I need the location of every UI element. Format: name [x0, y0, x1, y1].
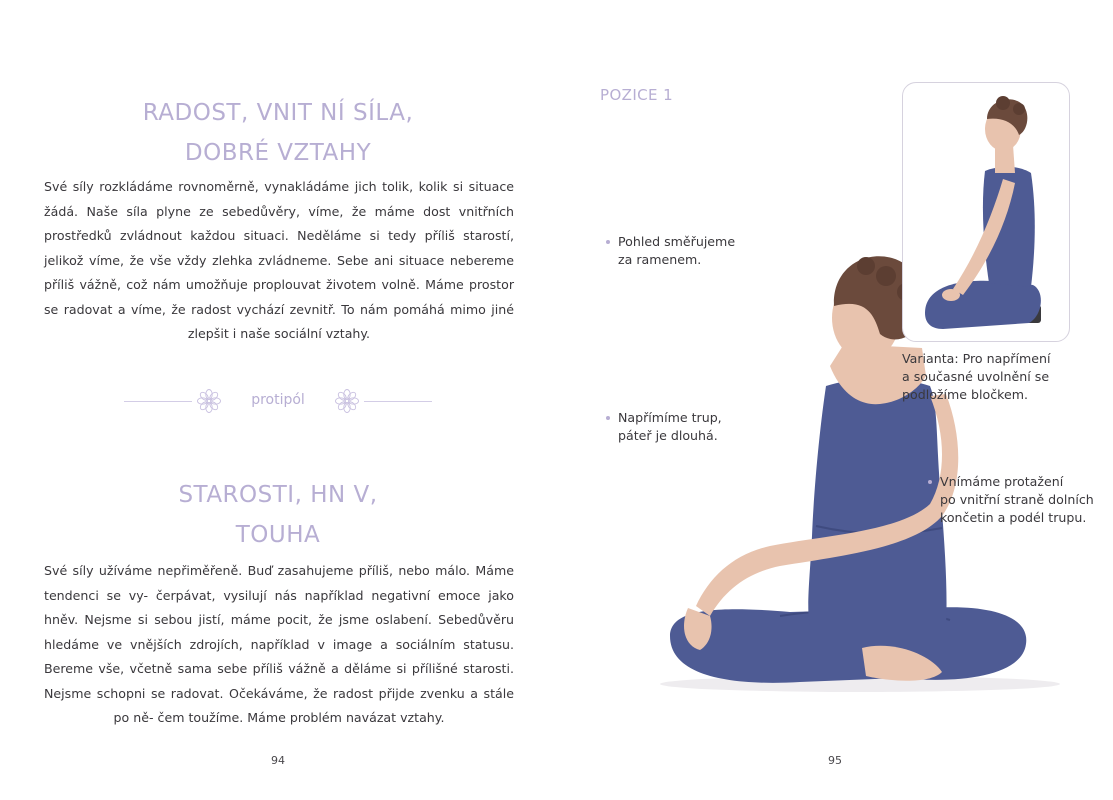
note-gaze-line: za ramenem.	[618, 252, 702, 267]
note-stretch-line: končetin a podél trupu.	[940, 510, 1087, 525]
paragraph-joy-line: situace nebereme příliš vážně, což nám umožňuje proplouvat životem volně. Máme	[44, 252, 514, 292]
paragraph-joy-line: Své síly rozkládáme rovnoměrně, vynakládáme jich tolik, kolik si situace žádá. Naše síla	[44, 179, 514, 219]
left-page	[0, 0, 556, 800]
note-stretch-line: po vnitřní straně dolních	[940, 492, 1094, 507]
note-variant-line: a současné uvolnění se	[902, 369, 1050, 384]
paragraph-joy-line: i naše sociální vztahy.	[232, 326, 371, 341]
note-gaze	[604, 233, 735, 269]
note-spine	[604, 409, 722, 445]
divider-line-right	[364, 401, 432, 402]
note-stretch-line: Vnímáme protažení	[940, 474, 1064, 489]
right-page	[556, 0, 1113, 800]
lotus-flower-icon	[334, 388, 360, 414]
paragraph-worries-line: čerpávat, vysilují nás například negativní emoce jako hněv. Nejsme si sebou jistí, máme	[44, 587, 514, 627]
paragraph-joy-line: prostor se radovat a víme, že radost vychází zevnitř. To nám pomáhá mimo jiné zlepšit	[44, 277, 514, 341]
section-title-worries-line1: STAROSTI, HN V,	[178, 482, 378, 509]
paragraph-joy-line: plyne ze sebedůvěry, víme, že máme dost vnitřních prostředků zvládnout každou situaci.	[44, 203, 514, 243]
paragraph-worries-line: starosti. Nejsme schopni se radovat. Očekáváme, že radost přijde zvenku a stále po ně-	[44, 661, 514, 725]
paragraph-worries	[44, 559, 514, 731]
section-title-joy-line1: RADOST, VNIT NÍ SÍLA,	[142, 100, 414, 127]
note-spine-line: Napřímíme trup,	[618, 410, 722, 425]
paragraph-worries-line: čem toužíme. Máme problém navázat vztahy.	[157, 710, 445, 725]
divider-label: protipól	[251, 392, 305, 408]
paragraph-worries-line: pocit, že jsme oslabení. Sebedůvěru hledáme ve vnějších zdrojích, například v image	[44, 612, 514, 652]
section-title-worries-line2: TOUHA	[235, 522, 321, 549]
protipol-divider	[124, 386, 432, 416]
page-number-left: 94	[271, 754, 285, 767]
note-variant-line: Varianta: Pro napřímení	[902, 351, 1051, 366]
paragraph-joy	[44, 175, 514, 347]
note-variant	[902, 350, 1050, 404]
note-variant-line: podložíme bločkem.	[902, 387, 1029, 402]
section-title-joy	[0, 93, 556, 173]
position-title: POZICE 1	[600, 86, 674, 104]
section-title-worries	[0, 475, 556, 555]
note-spine-line: páteř je dlouhá.	[618, 428, 718, 443]
paragraph-joy-line: Neděláme si tedy příliš starostí, jelikož víme, že vše vždy zlehka zvládneme. Sebe ani	[44, 228, 514, 268]
variant-photo-frame	[902, 82, 1070, 342]
kneeling-variant-photo	[903, 83, 1069, 341]
note-stretch	[926, 473, 1094, 527]
paragraph-worries-line: a sociálním statusu. Bereme vše, včetně sama sebe příliš vážně a děláme si přílišné	[44, 636, 514, 676]
paragraph-worries-line: Své síly užíváme nepřiměřeně. Buď zasahujeme příliš, nebo málo. Máme tendenci se vy-	[44, 563, 514, 603]
note-gaze-line: Pohled směřujeme	[618, 234, 736, 249]
section-title-joy-line2: DOBRÉ VZTAHY	[184, 140, 372, 167]
page-number-right: 95	[828, 754, 842, 767]
